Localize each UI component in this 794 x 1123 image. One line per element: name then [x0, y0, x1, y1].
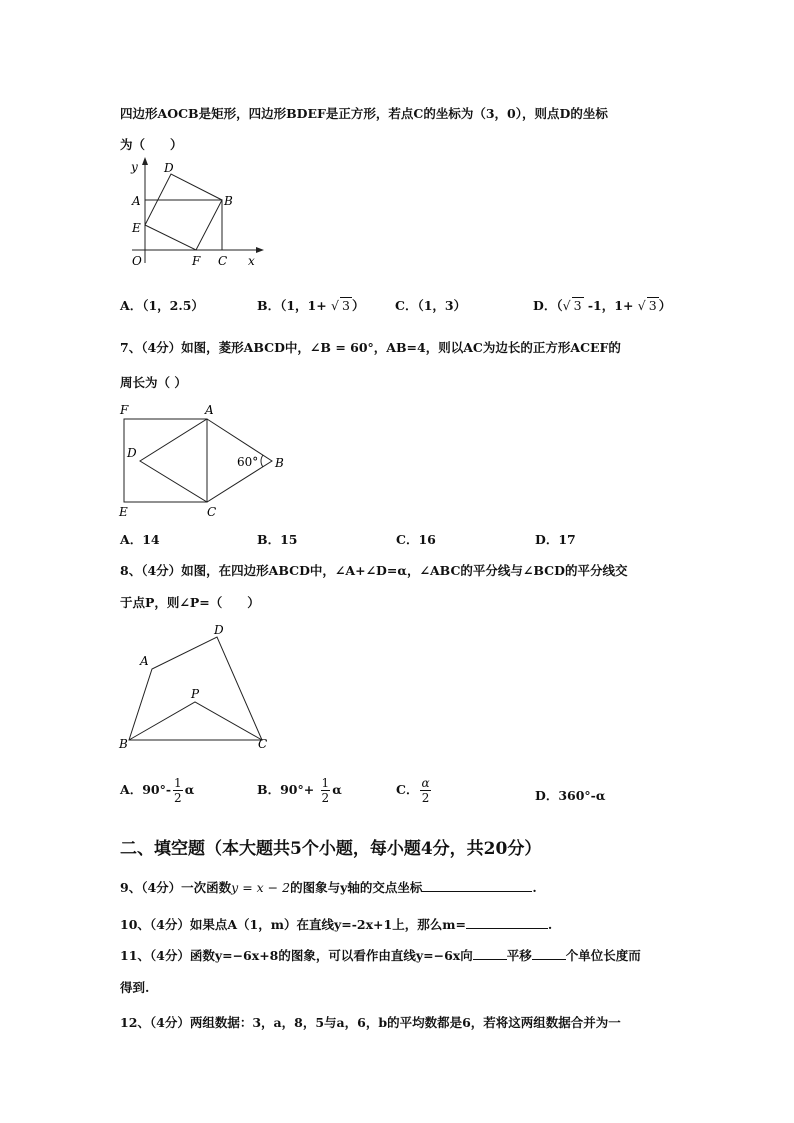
q7-angle-arc [261, 455, 263, 467]
q6-label-a: A [132, 194, 141, 208]
q8-label-c: C [258, 737, 268, 751]
q7-label-e: E [119, 505, 128, 519]
q6-y-arrow [142, 157, 148, 165]
q6-stem-line2: 为（ ） [120, 137, 183, 152]
q6-option-b-rad: 3 [342, 298, 350, 313]
q8-stem-line1: 8、（4分）如图，在四边形ABCD中，∠A+∠D=α，∠ABC的平分线与∠BCD的平分线交 [120, 563, 628, 578]
sqrt-icon: √ [331, 298, 340, 313]
q7-label-angle: 60° [237, 455, 259, 469]
q7-option-c: C．16 [396, 532, 436, 547]
q9-pre: 9、（4分）一次函数 [120, 880, 232, 895]
q7-option-b: B．15 [257, 532, 298, 547]
q8-option-a-frac [173, 776, 183, 805]
q9-answer-blank[interactable] [422, 879, 532, 892]
q8-option-b [257, 776, 342, 805]
q6-rect-aocb [145, 200, 222, 250]
q8-option-b-pre: B．90°+ [257, 782, 319, 797]
q11-line1-post: 个单位长度而 [565, 948, 641, 963]
q11-line1-pre: 11、（4分）函数y=−6x+8的图象，可以看作由直线y=−6x向 [120, 948, 473, 963]
q12-line1: 12、（4分）两组数据：3，a，8，5与a，6，b的平均数都是6，若将这两组数据合并为一 [120, 1015, 621, 1030]
q6-option-d [533, 296, 671, 314]
q6-label-b: B [224, 194, 233, 208]
q8-option-a [120, 776, 194, 805]
q6-figure [120, 155, 270, 275]
q7-figure [115, 398, 295, 518]
q8-stem-line2: 于点P，则∠P=（ ） [120, 595, 260, 610]
q8-option-a-num: 1 [174, 776, 182, 790]
q11-line1 [120, 946, 641, 964]
q6-label-e: E [132, 221, 141, 235]
q6-option-d-mid: -1，1+ [583, 298, 638, 313]
q6-option-c: C．（1，3） [395, 298, 467, 313]
q8-option-b-den: 2 [321, 791, 330, 805]
q8-label-a: A [140, 654, 149, 668]
q8-bisectors [129, 702, 262, 740]
q6-option-d-rad2: 3 [648, 298, 657, 313]
q6-label-x: x [248, 254, 255, 268]
q8-option-a-post: α [184, 782, 195, 797]
q9-line [120, 878, 537, 896]
q6-option-a: A．（1，2.5） [120, 298, 204, 313]
q8-option-d: D．360°-α [535, 788, 606, 803]
q8-option-c-num: α [421, 776, 430, 790]
q6-square-bdef [145, 174, 222, 250]
q8-option-b-num: 1 [321, 776, 330, 790]
q7-label-a: A [205, 403, 214, 417]
q7-square-acef [124, 419, 207, 502]
sqrt-icon: √ [562, 298, 571, 313]
q6-x-arrow [256, 247, 264, 253]
q6-label-d: D [164, 161, 174, 175]
q7-label-f: F [120, 403, 129, 417]
q6-label-c: C [218, 254, 228, 268]
q8-option-b-frac [321, 776, 331, 805]
q10-pre: 10、（4分）如果点A（1，m）在直线y=-2x+1上，那么m= [120, 917, 466, 932]
q8-label-d: D [214, 623, 224, 637]
q6-option-b [257, 296, 364, 314]
q6-option-d-rad1: 3 [573, 298, 582, 313]
q7-label-c: C [207, 505, 217, 519]
q8-option-c [396, 776, 433, 805]
section2-title: 二、填空题（本大题共5个小题，每小题4分，共20分） [120, 839, 542, 859]
q6-option-d-pre: D．（ [533, 298, 563, 313]
q10-end: . [547, 917, 553, 932]
q8-figure [115, 620, 285, 750]
q7-option-a: A．14 [120, 532, 160, 547]
q8-option-c-pre: C． [396, 782, 419, 797]
q7-label-d: D [127, 446, 137, 460]
q6-option-d-post: ） [658, 298, 672, 313]
q6-label-o: O [132, 254, 142, 268]
q6-label-y: y [131, 160, 138, 174]
q6-label-f: F [192, 254, 201, 268]
q10-answer-blank[interactable] [466, 916, 548, 929]
q11-line2: 得到. [120, 980, 150, 995]
q8-option-c-den: 2 [421, 791, 430, 805]
q9-func: y = x − 2 [231, 880, 291, 895]
q7-stem-line2: 周长为（ ） [120, 375, 187, 390]
q8-label-b: B [119, 737, 128, 751]
q9-post: 的图象与y轴的交点坐标 [290, 880, 423, 895]
q6-option-b-pre: B．（1，1+ [257, 298, 332, 313]
q9-end: . [532, 880, 537, 895]
q11-line1-mid: 平移 [506, 948, 532, 963]
q8-option-c-frac [420, 776, 430, 805]
q7-stem-line1: 7、（4分）如图，菱形ABCD中，∠B = 60°，AB=4，则以AC为边长的正方形ACEF的 [120, 340, 621, 355]
q6-stem-line1: 四边形AOCB是矩形，四边形BDEF是正方形，若点C的坐标为（3，0），则点D的坐标 [120, 106, 608, 121]
q8-option-a-pre: A．90°- [120, 782, 172, 797]
q7-option-d: D．17 [535, 532, 576, 547]
q10-line [120, 915, 552, 933]
sqrt-icon: √ [637, 298, 646, 313]
q6-option-b-post: ） [351, 298, 365, 313]
q8-option-a-den: 2 [174, 791, 182, 805]
q8-label-p: P [191, 687, 200, 701]
q11-direction-blank[interactable] [473, 947, 507, 960]
q8-option-b-post: α [332, 782, 342, 797]
q7-label-b: B [275, 456, 284, 470]
q11-units-blank[interactable] [532, 947, 566, 960]
